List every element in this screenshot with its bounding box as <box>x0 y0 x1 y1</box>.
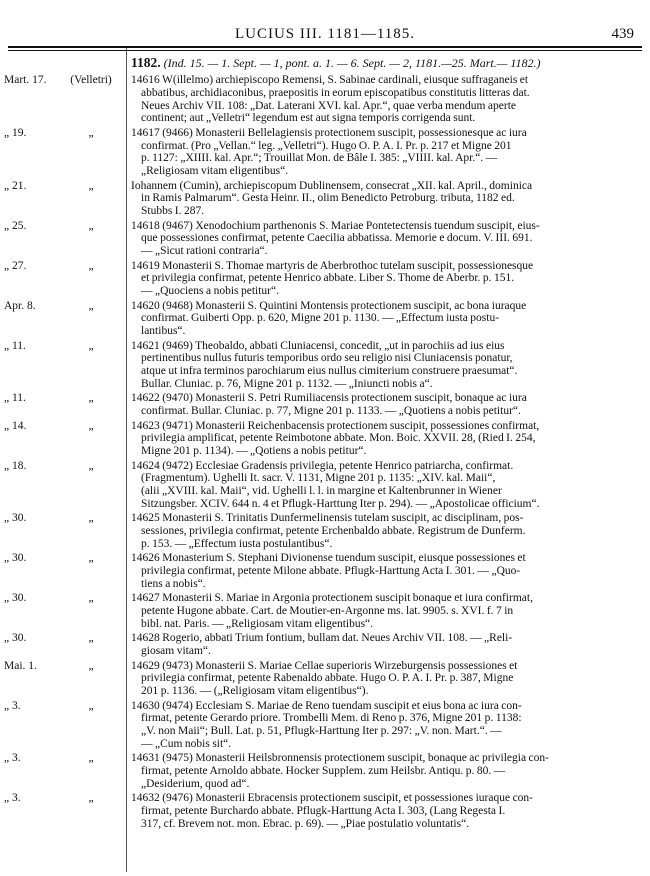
entry-line: privilegia amplificat, petente Reimbotone abbate. Mon. Boic. XXVII. 28, (Ried I. 254, <box>141 432 536 445</box>
entry-line: 14631 (9475) Monasterii Heilsbronnensis protectionem suscipit, bonaque ac privilegia con- <box>131 752 549 765</box>
entry-text <box>131 420 639 458</box>
entry-line: confirmat. (Pro „Vellan.“ leg. „Velletri“). Hugo O. P. A. I. Pr. p. 217 et Migne 201 <box>141 139 512 152</box>
entry-date: „ 19. <box>4 126 27 139</box>
entry-line: Iohannem (Cumin), archiepiscopum Dublinensem, consecrat „XII. kal. April., dominica <box>131 179 533 192</box>
entry-line: 317, cf. Brevem not. mon. Ebrac. p. 69). — „Piae postulatio voluntatis“. <box>141 817 470 830</box>
entry-text <box>131 220 639 258</box>
entry-line: (Fragmentum). Ughelli It. sacr. V. 1131, Migne 201 p. 1135: „XIV. kal. Maii“, <box>141 472 496 485</box>
entry-text <box>131 512 639 550</box>
header-rule <box>8 46 642 48</box>
entry-line: que possessiones confirmat, petente Caecilia abbatissa. Memorie e docum. V. III. 691. <box>141 232 533 245</box>
entry-text <box>131 74 639 125</box>
page-number: 439 <box>611 26 634 42</box>
entry-text <box>131 260 639 298</box>
entry-line: firmat, petente Arnoldo abbate. Hocker Supplem. zum Heilsbr. Antiqu. p. 80. — <box>141 765 506 778</box>
entry-place: „ <box>88 299 94 312</box>
entry-line: firmat, petente Gerardo priore. Trombelli Mem. di Reno p. 376, Migne 201 p. 1138: <box>141 712 522 725</box>
entry-line: pertinentibus nullus futuris temporibus ordo seu religio nisi Cluniacensis ponatur, <box>141 352 513 365</box>
entry-date: Apr. 8. <box>4 299 36 312</box>
entry-line: — „Sicut rationi contraria“. <box>141 245 268 258</box>
entry-place: (Velletri) <box>70 74 112 86</box>
entry-text <box>131 792 639 830</box>
entry-date: „ 30. <box>4 592 27 605</box>
entry-date: „ 3. <box>4 699 21 712</box>
entry-place: „ <box>88 592 94 605</box>
entry-place: „ <box>88 179 94 192</box>
entry-line: atque ut infra terminos parochiarum eius nullus cimiterium construere praesumat“. <box>141 365 518 378</box>
entry-line: bibl. nat. Paris. — „Religiosam vitam eligentibus“. <box>141 617 374 630</box>
entry-line: p. 153. — „Effectum iusta postulantibus“. <box>141 537 333 550</box>
entry-line: giosam vitam“. <box>141 645 211 658</box>
entry-place: „ <box>88 126 94 139</box>
entry-text <box>131 700 639 751</box>
year-heading <box>131 56 639 70</box>
entry-line: 14621 (9469) Theobaldo, abbati Cluniacensi, concedit, „ut in parochiis ad ius eius <box>131 339 505 352</box>
entry-place: „ <box>88 699 94 712</box>
year-number: 1182. <box>131 55 161 70</box>
entry-line: „Religiosam vitam eligentibus“. <box>141 165 289 178</box>
entry-line: 14624 (9472) Ecclesiae Gradensis privilegia, petente Henrico patriarcha, confirmat. <box>131 459 514 472</box>
entry-line: 14620 (9468) Monasterii S. Quintini Montensis protectionem suscipit, ac bona iuraque <box>131 299 527 312</box>
entry-place: „ <box>88 339 94 352</box>
entry-line: abbatibus, archidiaconibus, praepositis in eorum episcopatibus constitutis litteras dat. <box>141 86 530 99</box>
entry-line: in Ramis Palmarum“. Gesta Heinr. II., olim Benedicto Petroburg. tributa, 1182 ed. <box>141 192 515 205</box>
entry-place: „ <box>88 659 94 672</box>
entry-line: 14619 Monasterii S. Thomae martyris de Aberbrothoc tutelam suscipit, possessionesque <box>131 259 534 272</box>
entry-line: 201 p. 1136. — („Religiosam vitam eligentibus“). <box>141 685 369 698</box>
entry-line: confirmat. Bullar. Cluniac. p. 77, Migne 201 p. 1133. — „Quotiens a nobis petitur“. <box>141 405 521 418</box>
entry-place: „ <box>88 552 94 565</box>
entry-text <box>131 752 639 790</box>
entry-line: privilegia confirmat, petente Milone abbate. Pflugk-Harttung Acta I. 301. — „Quo- <box>141 565 521 578</box>
entry-line: firmat, petente Burchardo abbate. Pflugk-Harttung Acta I. 303, (Lang Regesta I. <box>141 805 506 818</box>
entry-place: „ <box>88 792 94 805</box>
entry-line: Neues Archiv VII. 108: „Dat. Laterani XVI. kal. Apr.“, quae verba mendum aperte <box>141 99 516 112</box>
entry-line: 14625 Monasterii S. Trinitatis Dunfermelinensis tutelam suscipit, ac disciplinam, pos- <box>131 512 524 525</box>
entry-line: „Desiderium, quod ad“. <box>141 777 250 790</box>
entry-date: „ 3. <box>4 792 21 805</box>
entry-date: „ 30. <box>4 632 27 645</box>
entry-date: Mai. 1. <box>4 659 37 672</box>
entry-text <box>131 180 639 218</box>
entry-line: p. 1127: „XIIII. kal. Apr.“; Trouillat Mon. de Bâle I. 385: „VIIII. kal. Apr.“. — <box>141 152 498 165</box>
entry-date: Mart. 17. <box>4 74 47 86</box>
entry-date: „ 25. <box>4 219 27 232</box>
entry-line: „V. non Maii“; Bull. Lat. p. 51, Pflugk-Harttung Iter p. 297: „V. non. Mart.“. — <box>141 725 502 738</box>
entry-line: confirmat. Guiberti Opp. p. 620, Migne 201 p. 1130. — „Effectum iusta postu- <box>141 312 500 325</box>
entry-date: „ 3. <box>4 752 21 765</box>
entry-line: 14618 (9467) Xenodochium parthenonis S. Mariae Pontetectensis tuendum suscipit, eius- <box>131 219 540 232</box>
entry-line: 14628 Rogerio, abbati Trium fontium, bullam dat. Neues Archiv VII. 108. — „Reli- <box>131 632 513 645</box>
entry-line: 14630 (9474) Ecclesiam S. Mariae de Reno tuendam suscipit et eius bona ac iura con- <box>131 699 522 712</box>
entry-text <box>131 340 639 391</box>
entry-text <box>131 660 639 698</box>
running-header <box>0 24 650 48</box>
entry-line: 14616 W(illelmo) archiepiscopo Remensi, S. Sabinae cardinali, eiusque suffraganeis et <box>131 74 529 86</box>
running-title: LUCIUS III. 1181—1185. <box>234 26 416 42</box>
entry-date: „ 27. <box>4 259 27 272</box>
entry-line: Stubbs I. 287. <box>141 205 205 218</box>
entry-date: „ 11. <box>4 392 26 405</box>
entry-place: „ <box>88 219 94 232</box>
entry-line: 14623 (9471) Monasterii Reichenbacensis protectionem suscipit, possessiones confirmat, <box>131 419 540 432</box>
entry-line: 14632 (9476) Monasterii Ebracensis protectionem suscipit, et possessiones iuraque con- <box>131 792 534 805</box>
entry-line: et privilegia confirmat, petente Henrico abbate. Liber S. Thome de Aberbr. p. 151. <box>141 272 515 285</box>
entry-text <box>131 592 639 630</box>
entry-place: „ <box>88 419 94 432</box>
entry-line: 14629 (9473) Monasterii S. Mariae Cellae superioris Wirzeburgensis possessiones et <box>131 659 518 672</box>
entry-line: (alii „XVIII. kal. Maii“, vid. Ughelli l. l. in margine et Kaltenbrunner in Wiener <box>141 485 502 498</box>
entry-text <box>131 392 639 418</box>
entry-date: „ 21. <box>4 179 27 192</box>
entry-line: Bullar. Cluniac. p. 76, Migne 201 p. 1132. — „Iniuncti nobis a“. <box>141 377 433 390</box>
header-rule-thin <box>8 50 642 51</box>
entry-place: „ <box>88 752 94 765</box>
entry-place: „ <box>88 459 94 472</box>
entry-place: „ <box>88 259 94 272</box>
entry-line: continent; aut „Velletri“ legendum est aut signa temporis corrigenda sunt. <box>141 112 476 125</box>
entry-line: privilegia confirmat, petente Rabenaldo abbate. Hugo O. P. A. I. Pr. p. 387, Migne <box>141 672 514 685</box>
entry-date: „ 30. <box>4 512 27 525</box>
entry-place: „ <box>88 632 94 645</box>
entry-line: — „Cum nobis sit“. <box>141 737 232 750</box>
entry-text <box>131 460 639 511</box>
entry-text <box>131 300 639 338</box>
entry-line: — „Quociens a nobis petitur“. <box>141 285 279 298</box>
entry-line: 14627 Monasterii S. Mariae in Argonia protectionem suscipit bonaque et iura confirmat, <box>131 592 533 605</box>
entry-line: 14626 Monasterium S. Stephani Divionense tuendum suscipit, eiusque possessiones et <box>131 552 526 565</box>
entry-date: „ 14. <box>4 419 27 432</box>
column-divider <box>126 48 127 872</box>
entry-date: „ 18. <box>4 459 27 472</box>
entry-place: „ <box>88 392 94 405</box>
entry-text <box>131 552 639 590</box>
entry-line: 14622 (9470) Monasterii S. Petri Rumiliacensis protectionem suscipit, bonaque ac iura <box>131 392 527 405</box>
entry-text <box>131 632 639 658</box>
entry-line: sessiones, privilegia confirmat, petente Erchenbaldo abbate. Registrum de Dunferm. <box>141 525 526 538</box>
entry-text <box>131 127 639 178</box>
entry-place: „ <box>88 512 94 525</box>
entry-line: Migne 201 p. 1134). — „Qotiens a nobis petitur“. <box>141 445 367 458</box>
entry-line: petente Hugone abbate. Cart. de Moutier-en-Argonne ms. lat. 9905. s. XVI. f. 7 in <box>141 605 514 618</box>
entry-line: tiens a nobis“. <box>141 577 206 590</box>
entry-line: lantibus“. <box>141 325 186 338</box>
year-indiction: (Ind. 15. — 1. Sept. — 1, pont. a. 1. — 6. Sept. — 2, 1181.—25. Mart.— 1182.) <box>163 56 541 70</box>
entry-line: Sitzungsber. XCIV. 644 n. 4 et Pflugk-Harttung Iter p. 294). — „Apostolicae officium“. <box>141 497 540 510</box>
entry-date: „ 11. <box>4 339 26 352</box>
entry-line: 14617 (9466) Monasterii Bellelagiensis protectionem suscipit, possessionesque ac iura <box>131 126 527 139</box>
entry-date: „ 30. <box>4 552 27 565</box>
